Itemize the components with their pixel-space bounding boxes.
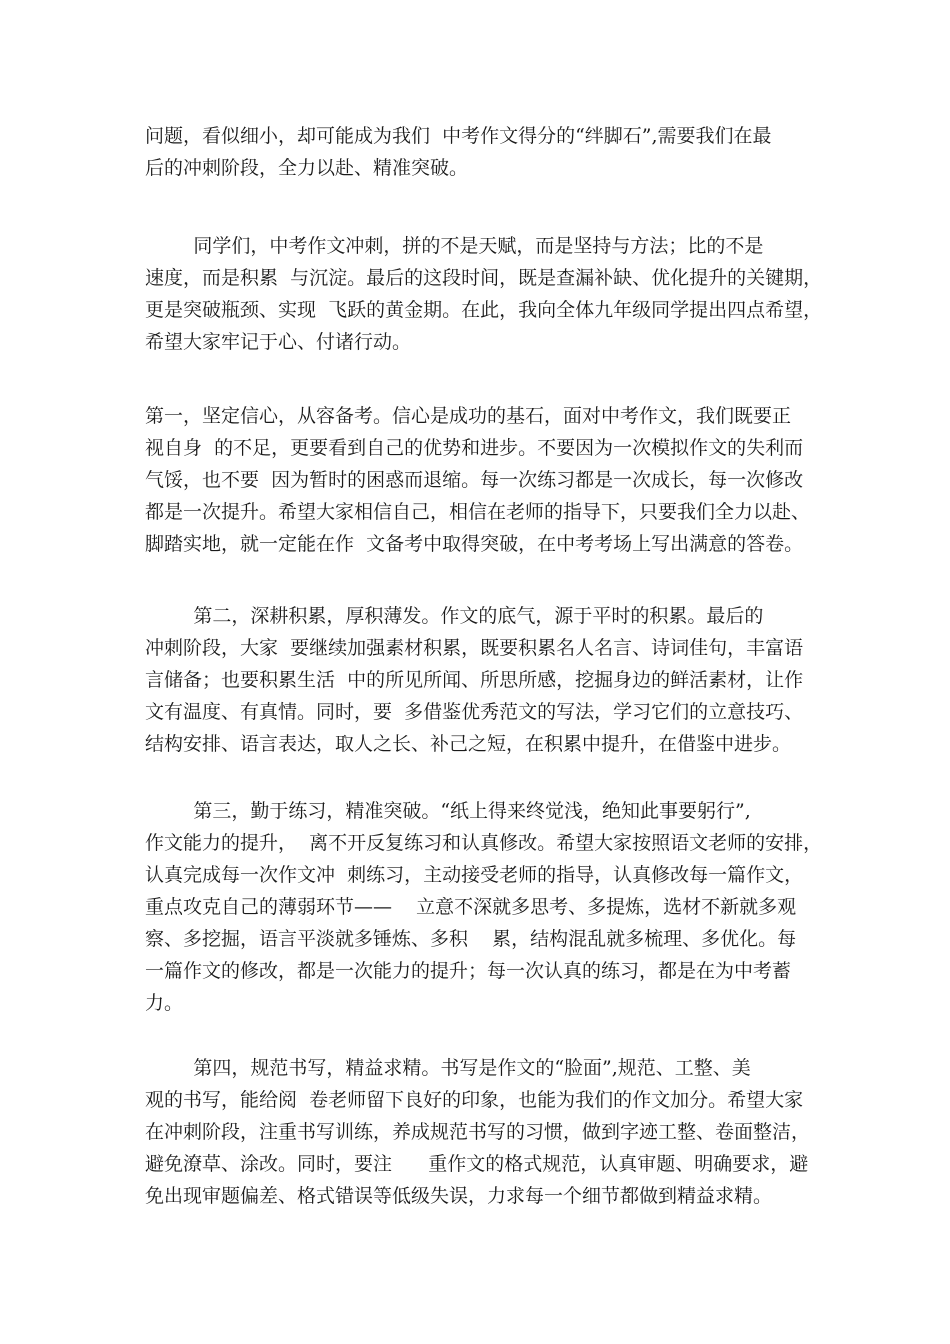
paragraph-line: 避免潦草、涂改。同时，要注 重作文的格式规范，认真审题、明确要求，避 [145,1153,809,1175]
paragraph-line: 力。 [145,992,184,1014]
paragraph-line: 观的书写，能给阅 卷老师留下良好的印象，也能为我们的作文加分。希望大家 [145,1089,804,1111]
paragraph-line: 作文能力的提升， 离不开反复练习和认真修改。希望大家按照语文老师的安排， [145,832,823,854]
paragraph-fourth-point [145,1052,835,1212]
paragraph-line: 同学们，中考作文冲刺，拼的不是天赋，而是坚持与方法；比的不是 [145,235,764,257]
paragraph-intro-closing [145,120,835,184]
paragraph-line: 免出现审题偏差、格式错误等低级失误，力求每一个细节都做到精益求精。 [145,1185,773,1207]
paragraph-line: 都是一次提升。希望大家相信自己，相信在老师的指导下，只要我们全力以赴、 [145,501,811,523]
paragraph-line: 重点攻克自己的薄弱环节—— 立意不深就多思考、多提炼，选材不新就多观 [145,896,797,918]
paragraph-line: 更是突破瓶颈、实现 飞跃的黄金期。在此，我向全体九年级同学提出四点希望， [145,299,823,321]
paragraph-line: 气馁，也不要 因为暂时的困惑而退缩。每一次练习都是一次成长，每一次修改 [145,469,804,491]
paragraph-line: 察、多挖掘，语言平淡就多锤炼、多积 累，结构混乱就多梳理、多优化。每 [145,928,797,950]
paragraph-line: 希望大家牢记于心、付诸行动。 [145,331,412,353]
paragraph-line: 第一，坚定信心，从容备考。信心是成功的基石，面对中考作文，我们既要正 [145,405,792,427]
paragraph-line: 认真完成每一次作文冲 刺练习，主动接受老师的指导，认真修改每一篇作文， [145,864,804,886]
paragraph-line: 冲刺阶段，大家 要继续加强素材积累，既要积累名人名言、诗词佳句，丰富语 [145,637,804,659]
paragraph-line: 文有温度、有真情。同时，要 多借鉴优秀范文的写法，学习它们的立意技巧、 [145,701,804,723]
paragraph-students-address [145,230,835,358]
paragraph-line: 问题，看似细小，却可能成为我们 中考作文得分的“绊脚石”,需要我们在最 [145,125,772,147]
paragraph-third-point [145,795,835,1019]
paragraph-line: 第四，规范书写，精益求精。书写是作文的“脸面”,规范、工整、美 [145,1057,751,1079]
paragraph-line: 言储备；也要积累生活 中的所见所闻、所思所感，挖掘身边的鲜活素材，让作 [145,669,804,691]
paragraph-line: 视自身 的不足，更要看到自己的优势和进步。不要因为一次模拟作文的失利而 [145,437,804,459]
paragraph-line: 结构安排、语言表达，取人之长、补己之短，在积累中提升，在借鉴中进步。 [145,733,792,755]
paragraph-line: 后的冲刺阶段，全力以赴、精准突破。 [145,157,469,179]
paragraph-line: 一篇作文的修改，都是一次能力的提升；每一次认真的练习，都是在为中考蓄 [145,960,792,982]
paragraph-line: 第三，勤于练习，精准突破。“纸上得来终觉浅，绝知此事要躬行”, [145,800,751,822]
paragraph-line: 脚踏实地，就一定能在作 文备考中取得突破，在中考考场上写出满意的答卷。 [145,533,804,555]
paragraph-line: 速度，而是积累 与沉淀。最后的这段时间，既是查漏补缺、优化提升的关键期， [145,267,823,289]
paragraph-first-point [145,400,835,560]
paragraph-line: 在冲刺阶段，注重书写训练，养成规范书写的习惯，做到字迹工整、卷面整洁， [145,1121,811,1143]
paragraph-line: 第二，深耕积累，厚积薄发。作文的底气，源于平时的积累。最后的 [145,605,764,627]
paragraph-second-point [145,600,835,760]
